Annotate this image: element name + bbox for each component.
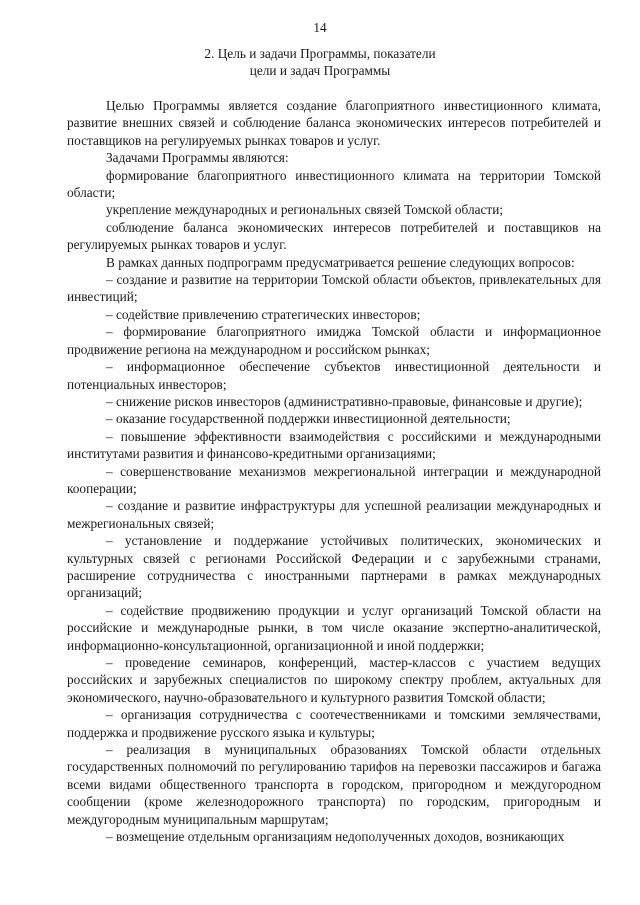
list-item: – совершенствование механизмов межрегиональной интеграции и международной кооперации; <box>67 463 601 496</box>
list-item: – содействие привлечению стратегических инвесторов; <box>106 306 421 322</box>
list-item: – создание и развитие инфраструктуры для успешной реализации международных и межрегиональных связей; <box>67 498 601 531</box>
paragraph: укрепление международных и региональных связей Томской области; <box>106 202 504 218</box>
list-item: – повышение эффективности взаимодействия с российскими и международными институтами развития и финансово-кредитными организациями; <box>67 428 601 462</box>
paragraph: Целью Программы является создание благоприятного инвестиционного климата, развитие внешних связей и соблюдение баланса экономических интересов потребителей и поставщиков на регулируемых рынках товаров и услуг. <box>67 98 601 148</box>
list-item: – содействие продвижению продукции и услуг организаций Томской области на российские и международные рынки, в том числе оказание экспертно-аналитической, информационно-консультационной, организационной и иной поддержки; <box>67 602 601 653</box>
section-heading <box>0 45 640 80</box>
paragraph: В рамках данных подпрограмм предусматривается решение следующих вопросов: <box>106 254 575 270</box>
list-item: – информационное обеспечение субъектов инвестиционной деятельности и потенциальных инвесторов; <box>67 359 601 392</box>
list-item: – формирование благоприятного имиджа Томской области и информационное продвижение региона на международном и российском рынках; <box>67 324 601 357</box>
paragraph: соблюдение баланса экономических интересов потребителей и поставщиков на регулируемых рынках товаров и услуг. <box>67 219 601 253</box>
list-item: – создание и развитие на территории Томской области объектов, привлекательных для инвестиций; <box>67 272 601 305</box>
list-item: – оказание государственной поддержки инвестиционной деятельности; <box>106 411 511 427</box>
list-item: – установление и поддержание устойчивых политических, экономических и культурных связей с регионами Российской Федерации и с зарубежными странами, расширение сотрудничества с иностранными партнерами в рамках международных организаций; <box>67 533 601 601</box>
section-heading-line-1: 2. Цель и задачи Программы, показатели <box>204 46 436 61</box>
list-item: – снижение рисков инвесторов (административно-правовые, финансовые и другие); <box>106 393 583 409</box>
document-body <box>67 97 601 845</box>
paragraph: формирование благоприятного инвестиционного климата на территории Томской области; <box>67 167 601 201</box>
section-heading-line-2: цели и задач Программы <box>249 63 391 79</box>
list-item: – реализация в муниципальных образованиях Томской области отдельных государственных полномочий по регулированию тарифов на перевозки пассажиров и багажа всеми видами общественного транспорта в городском, пригородном и междугородном сообщении (кроме железнодорожного транспорта) по городским, пригородным и междугородным муниципальным маршрутам; <box>67 742 601 827</box>
list-item: – организация сотрудничества с соотечественниками и томскими землячествами, поддержка и продвижение русского языка и культуры; <box>67 707 601 740</box>
list-item: – проведение семинаров, конференций, мастер-классов с участием ведущих российских и зарубежных специалистов по широкому спектру проблем, актуальных для экономического, научно-образовательного и культурного развития Томской области; <box>67 655 601 705</box>
paragraph: Задачами Программы являются: <box>106 150 289 166</box>
page-number: 14 <box>313 20 327 35</box>
list-item: – возмещение отдельным организациям недополученных доходов, возникающих <box>106 829 565 845</box>
